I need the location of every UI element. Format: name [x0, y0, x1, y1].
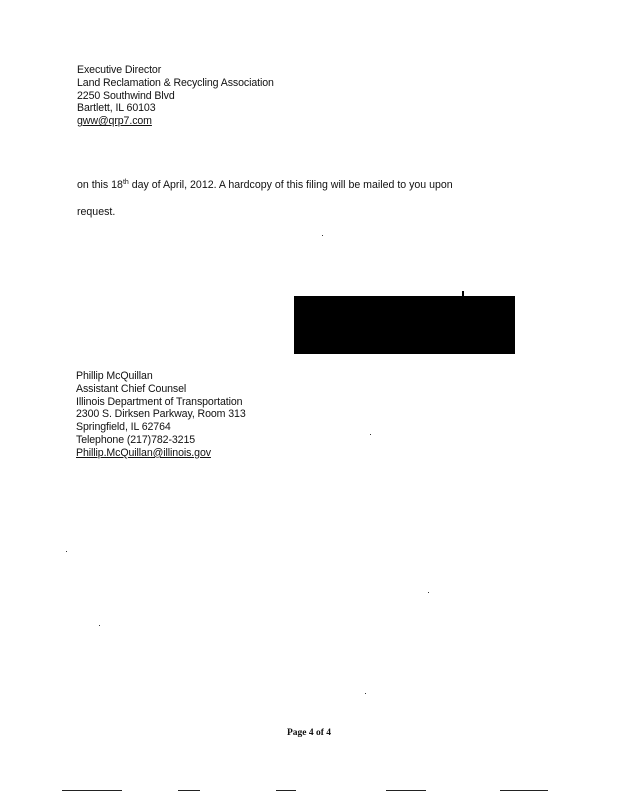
- redacted-signature: [294, 296, 515, 354]
- scan-speck: [365, 693, 366, 694]
- recipient-city-state-zip: Bartlett, IL 60103: [77, 102, 156, 115]
- recipient-address-block: [77, 64, 274, 128]
- signer-street: 2300 S. Dirksen Parkway, Room 313: [76, 408, 246, 421]
- scan-edge-line: [386, 790, 426, 791]
- signer-department: Illinois Department of Transportation: [76, 395, 243, 408]
- recipient-email-link[interactable]: gww@qrp7.com: [77, 115, 152, 128]
- service-date-prefix: on this 18: [77, 179, 123, 191]
- service-date-ordinal-suffix: th: [122, 179, 129, 186]
- signer-city-state-zip: Springfield, IL 62764: [76, 421, 171, 434]
- recipient-title: Executive Director: [77, 64, 162, 76]
- signer-telephone: Telephone (217)782-3215: [76, 433, 196, 446]
- service-date-suffix: day of April, 2012. A hardcopy of this filing will be mailed to you upon: [128, 179, 453, 191]
- page-number-footer: Page 4 of 4: [286, 728, 332, 738]
- signer-title: Assistant Chief Counsel: [76, 382, 187, 395]
- signer-name: Phillip McQuillan: [76, 370, 153, 382]
- scan-edge-line: [178, 790, 200, 791]
- recipient-organization: Land Reclamation & Recycling Association: [77, 76, 274, 89]
- signer-contact-block: [76, 370, 246, 460]
- service-date-paragraph-continued: request.: [77, 206, 116, 218]
- scan-speck: [370, 434, 371, 435]
- scan-edge-line: [276, 790, 296, 791]
- recipient-street: 2250 Southwind Blvd: [77, 89, 175, 102]
- scan-speck: [66, 551, 67, 552]
- scan-edge-line: [62, 790, 122, 791]
- signer-email-link[interactable]: Phillip.McQuillan@illinois.gov: [76, 446, 211, 459]
- scan-edge-line: [500, 790, 548, 791]
- scan-speck: [322, 235, 323, 236]
- scan-speck: [99, 625, 100, 626]
- scan-speck: [428, 592, 429, 593]
- service-date-paragraph: [77, 179, 453, 191]
